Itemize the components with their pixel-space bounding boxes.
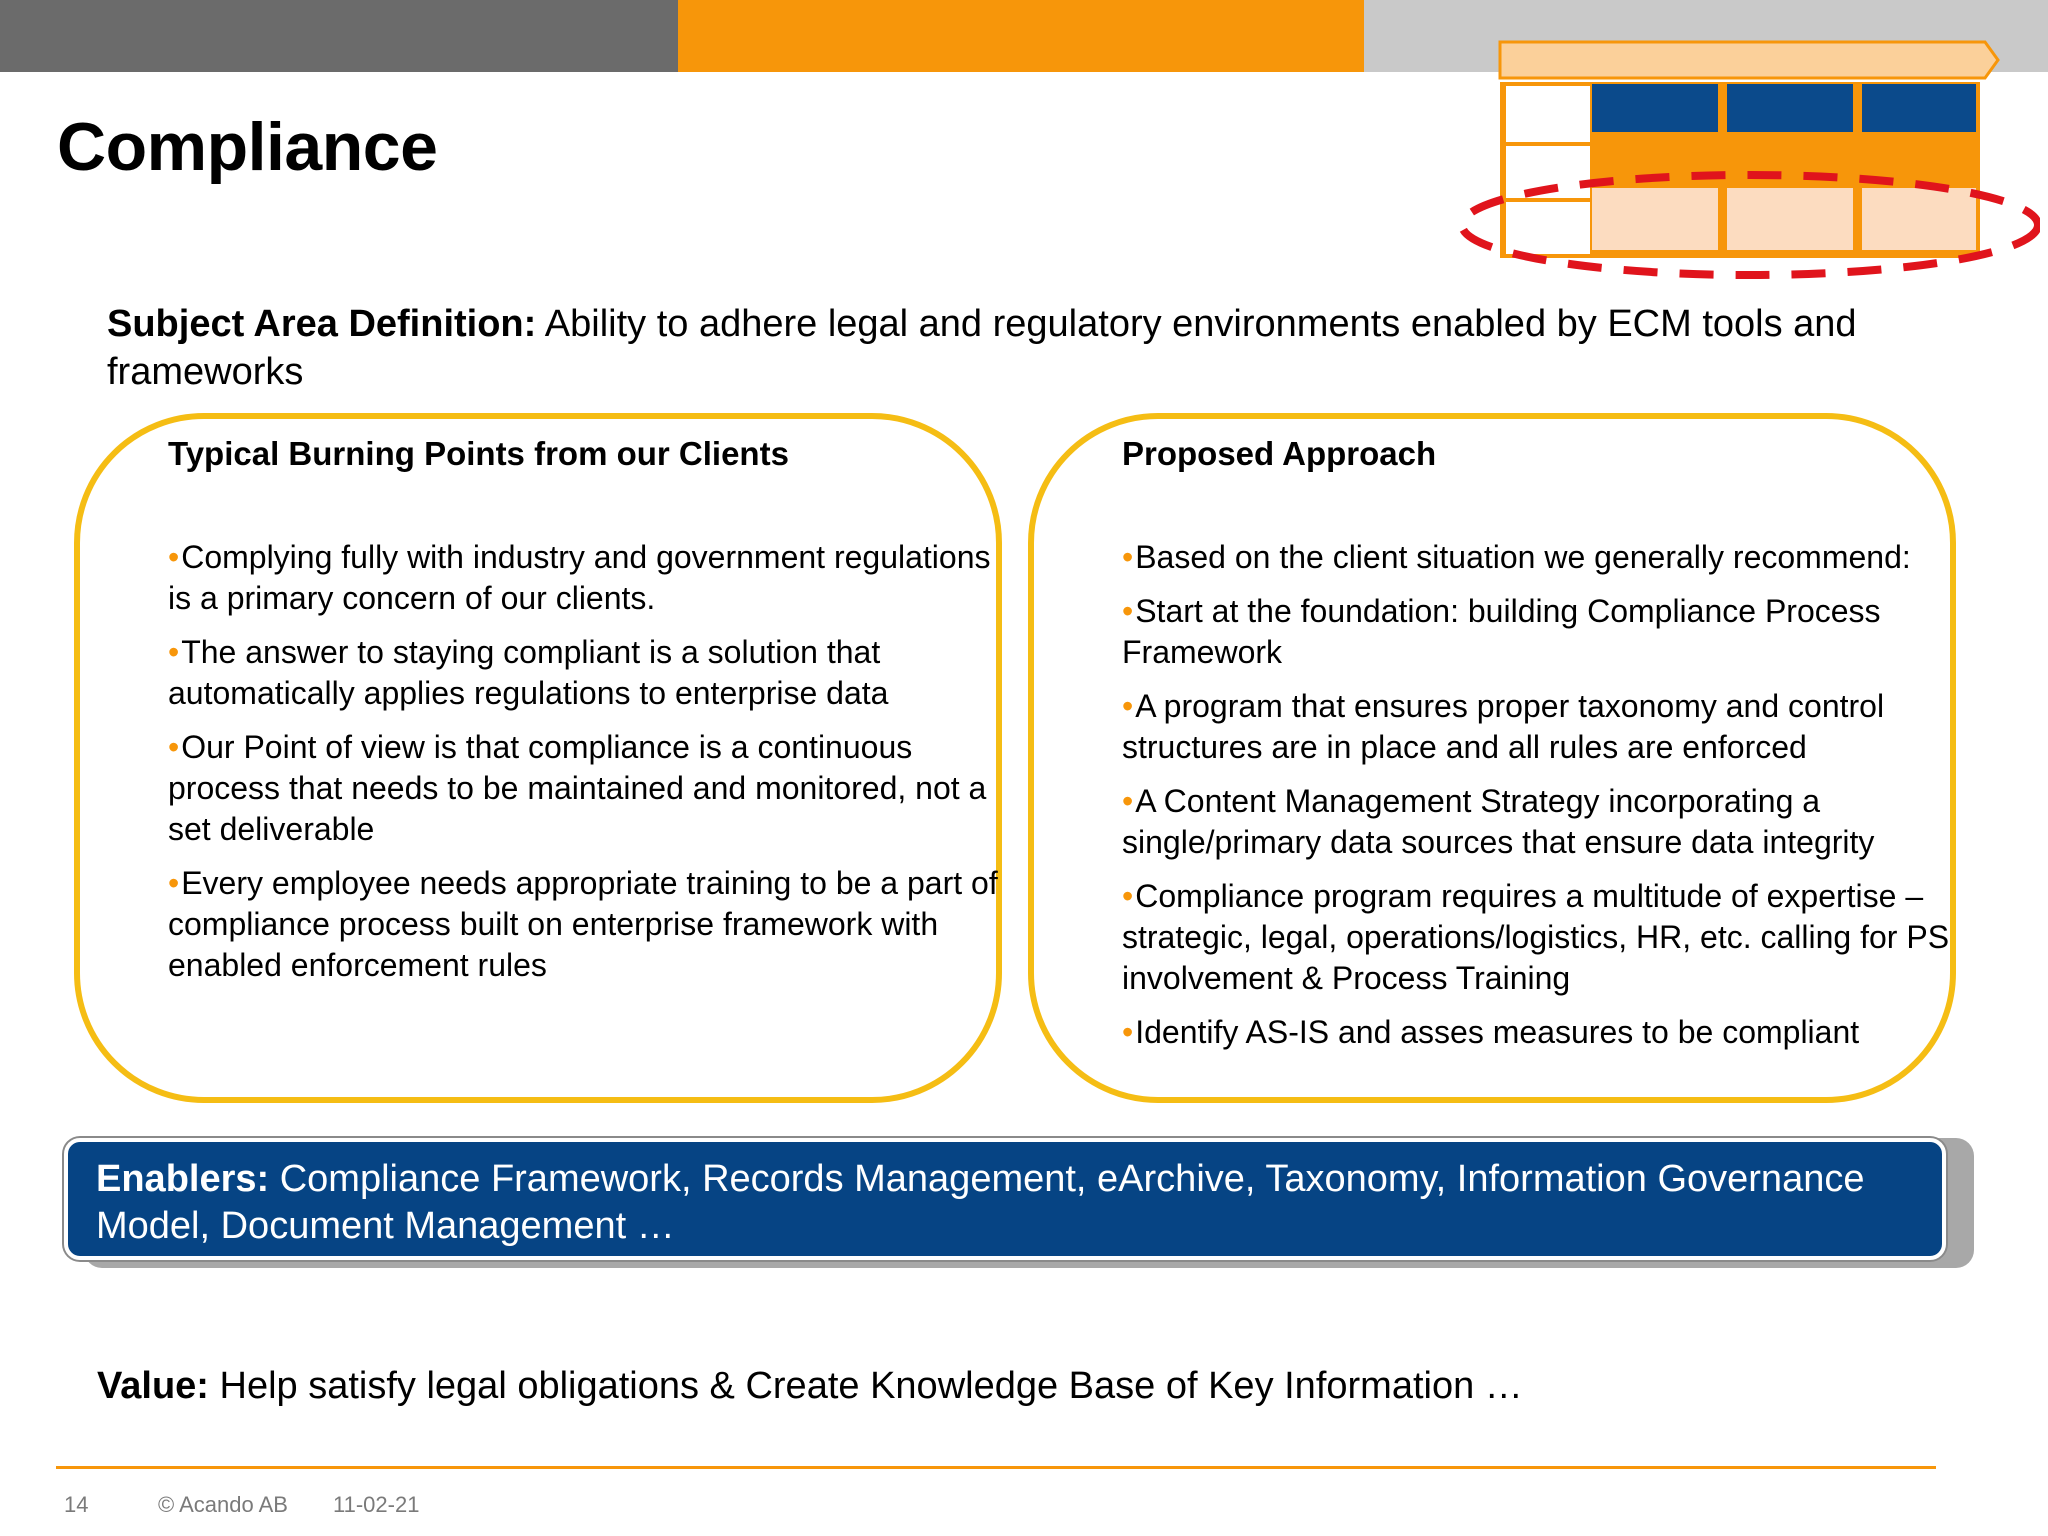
subject-text: Ability to adhere legal and regulatory environments enabled by ECM tools and frameworks	[107, 303, 1857, 393]
list-item-text: A Content Management Strategy incorporating a single/primary data sources that ensure data integrity	[1122, 783, 1875, 860]
proposed-approach-list	[1122, 537, 1982, 1066]
overview-thumbnail	[1440, 20, 2040, 290]
bullet-icon: •	[168, 539, 180, 575]
thumb-header-arrow	[1500, 42, 1998, 78]
list-item	[168, 632, 998, 714]
list-item	[1122, 781, 1982, 863]
list-item	[168, 727, 998, 850]
bullet-icon: •	[1122, 1014, 1134, 1050]
burning-points-heading: Typical Burning Points from our Clients	[168, 435, 789, 472]
bullet-icon: •	[168, 634, 180, 670]
list-item	[168, 863, 998, 986]
top-bar-grey-segment	[0, 0, 678, 72]
value-text: Help satisfy legal obligations & Create Knowledge Base of Key Information …	[208, 1365, 1523, 1407]
list-item-text: Based on the client situation we generally recommend:	[1135, 539, 1911, 575]
list-item-text: Identify AS-IS and asses measures to be compliant	[1135, 1014, 1860, 1050]
subject-area-definition	[107, 300, 1967, 396]
thumb-row-label-3	[1506, 202, 1590, 254]
thumb-row-label-1	[1506, 86, 1590, 142]
list-item-text: The answer to staying compliant is a solution that automatically applies regulations to enterprise data	[168, 634, 889, 711]
page-number: 14	[64, 1492, 89, 1517]
proposed-approach-box	[1028, 413, 1956, 1103]
bullet-icon: •	[168, 729, 180, 765]
thumb-cell-1-3	[1862, 84, 1976, 132]
proposed-approach-heading: Proposed Approach	[1122, 435, 1437, 472]
footer-divider	[56, 1466, 1936, 1469]
burning-points-list	[168, 537, 998, 999]
enablers-banner	[64, 1138, 1946, 1260]
list-item-text: Compliance program requires a multitude of expertise – strategic, legal, operations/logistics, HR, etc. calling for PS involvement & Process Training	[1122, 878, 1950, 996]
burning-points-box	[74, 413, 1002, 1103]
slide-date: 11-02-21	[333, 1492, 420, 1517]
thumb-cell-1-1	[1592, 84, 1718, 132]
bullet-icon: •	[1122, 688, 1134, 724]
value-label: Value:	[97, 1365, 209, 1407]
bullet-icon: •	[1122, 593, 1134, 629]
enablers-text: Compliance Framework, Records Management, eArchive, Taxonomy, Information Governance Model, Document Management …	[96, 1158, 1865, 1247]
subject-label: Subject Area Definition:	[107, 303, 537, 345]
list-item	[1122, 591, 1982, 673]
list-item-text: Complying fully with industry and government regulations is a primary concern of our clients.	[168, 539, 991, 616]
slide-title: Compliance	[57, 109, 438, 185]
list-item	[1122, 537, 1982, 578]
list-item-text: Our Point of view is that compliance is a continuous process that needs to be maintained and monitored, not a set deliverable	[168, 729, 987, 847]
copyright: © Acando AB	[158, 1492, 288, 1517]
bullet-icon: •	[168, 865, 180, 901]
top-bar-orange-segment	[678, 0, 1364, 72]
thumb-cell-3-3	[1862, 188, 1976, 250]
list-item	[1122, 686, 1982, 768]
bullet-icon: •	[1122, 539, 1134, 575]
list-item	[1122, 876, 1982, 999]
value-statement	[97, 1360, 1797, 1412]
list-item	[1122, 1012, 1982, 1053]
enablers-text-block	[96, 1156, 1896, 1250]
thumb-cell-3-1	[1592, 188, 1718, 250]
list-item-text: A program that ensures proper taxonomy and control structures are in place and all rules are enforced	[1122, 688, 1885, 765]
list-item-text: Every employee needs appropriate training to be a part of compliance process built on enterprise framework with enabled enforcement rules	[168, 865, 998, 983]
enablers-label: Enablers:	[96, 1158, 270, 1200]
list-item	[168, 537, 998, 619]
bullet-icon: •	[1122, 878, 1134, 914]
thumb-cell-1-2	[1727, 84, 1853, 132]
list-item-text: Start at the foundation: building Compliance Process Framework	[1122, 593, 1881, 670]
bullet-icon: •	[1122, 783, 1134, 819]
thumb-cell-3-2	[1727, 188, 1853, 250]
overview-thumbnail-graphic	[1440, 20, 2040, 290]
